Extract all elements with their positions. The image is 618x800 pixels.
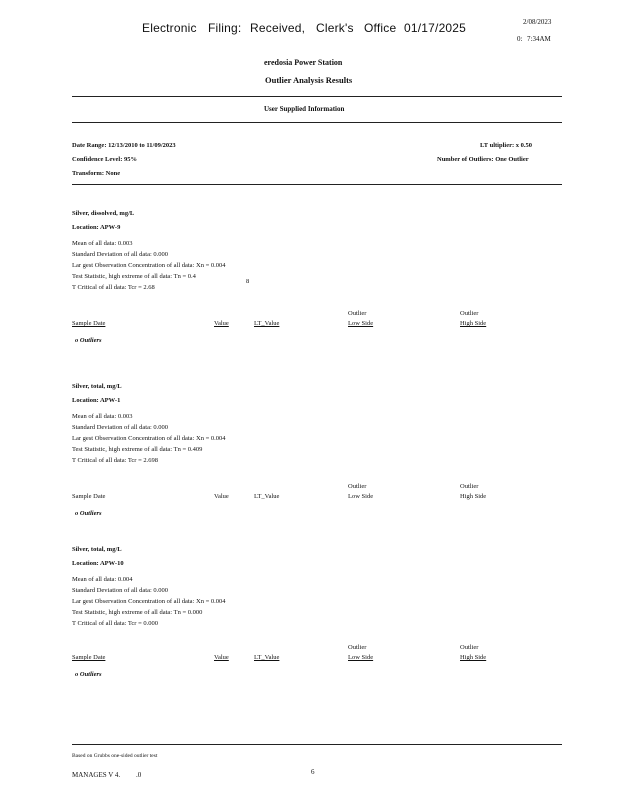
col-lt-value: LT_Value xyxy=(254,654,280,661)
footer-divider xyxy=(72,744,562,745)
col-sample-date: Sample Date xyxy=(72,320,106,327)
number-of-outliers: Number of Outliers: One Outlier xyxy=(437,156,529,163)
mean-value: Mean of all data: 0.003 xyxy=(72,413,133,420)
analyte-section-2 xyxy=(72,381,226,466)
transform: Transform: None xyxy=(72,170,121,177)
header-divider xyxy=(72,96,562,97)
lt-multiplier: LT ultiplier: x 0.50 xyxy=(480,142,533,149)
station-name: eredosia Power Station xyxy=(264,58,343,67)
col-high-side: High Side xyxy=(460,654,487,661)
col-value: Value xyxy=(214,493,229,500)
col-low-side: Low Side xyxy=(348,493,374,500)
confidence-level: Confidence Level: 95% xyxy=(72,156,137,163)
params-divider xyxy=(72,184,562,185)
stamp-received: Received, xyxy=(250,21,306,35)
analyte-name: Silver, total, mg/L xyxy=(72,383,122,390)
largest-observation: Lar gest Observation Concentration of all data: Xn = 0.004 xyxy=(72,598,226,605)
location: Location: APW-9 xyxy=(72,224,121,231)
outlier-low-header: Outlier xyxy=(348,644,367,651)
std-deviation: Standard Deviation of all data: 0.000 xyxy=(72,251,169,258)
report-title: Outlier Analysis Results xyxy=(265,75,353,85)
no-outliers-text: o Outliers xyxy=(75,510,102,517)
col-low-side: Low Side xyxy=(348,654,374,661)
page-number: 6 xyxy=(311,768,315,776)
std-deviation: Standard Deviation of all data: 0.000 xyxy=(72,424,169,431)
footer-note: Based on Grubbs one-sided outlier test xyxy=(72,753,158,759)
outlier-high-header: Outlier xyxy=(460,644,479,651)
analyte-section-3 xyxy=(72,544,226,629)
test-statistic: Test Statistic, high extreme of all data: Tn = 0.000 xyxy=(72,609,203,616)
outlier-high-header: Outlier xyxy=(460,310,479,317)
test-statistic-extra: 8 xyxy=(246,278,250,285)
location: Location: APW-10 xyxy=(72,560,124,567)
largest-observation: Lar gest Observation Concentration of all data: Xn = 0.004 xyxy=(72,435,226,442)
location: Location: APW-1 xyxy=(72,397,121,404)
user-supplied-heading: User Supplied Information xyxy=(264,105,345,113)
mean-value: Mean of all data: 0.004 xyxy=(72,576,133,583)
outlier-high-header: Outlier xyxy=(460,483,479,490)
no-outliers-text: o Outliers xyxy=(75,337,102,344)
print-date: 2/08/2023 xyxy=(523,18,552,26)
stamp-filing: Filing: xyxy=(208,21,242,35)
col-value: Value xyxy=(214,654,229,661)
outlier-low-header: Outlier xyxy=(348,310,367,317)
no-outliers-text: o Outliers xyxy=(75,671,102,678)
stamp-clerks: Clerk's xyxy=(316,21,354,35)
analyte-name: Silver, total, mg/L xyxy=(72,546,122,553)
col-lt-value: LT_Value xyxy=(254,320,280,327)
col-lt-value: LT_Value xyxy=(254,493,280,500)
col-sample-date: Sample Date xyxy=(72,654,106,661)
t-critical: T Critical of all data: Tcr = 2.698 xyxy=(72,457,159,464)
largest-observation: Lar gest Observation Concentration of all data: Xn = 0.004 xyxy=(72,262,226,269)
stamp-office: Office xyxy=(364,21,397,35)
subheading-divider xyxy=(72,122,562,123)
col-sample-date: Sample Date xyxy=(72,493,106,500)
analyte-section-1 xyxy=(72,208,226,293)
print-time-prefix: 0: xyxy=(517,35,523,43)
col-low-side: Low Side xyxy=(348,320,374,327)
mean-value: Mean of all data: 0.003 xyxy=(72,240,133,247)
col-value: Value xyxy=(214,320,229,327)
test-statistic: Test Statistic, high extreme of all data: Tn = 0.4 xyxy=(72,273,196,280)
test-statistic: Test Statistic, high extreme of all data: Tn = 0.409 xyxy=(72,446,203,453)
software-version-suffix: .0 xyxy=(136,771,142,779)
col-high-side: High Side xyxy=(460,320,487,327)
t-critical: T Critical of all data: Tcr = 0.000 xyxy=(72,620,159,627)
stamp-date: 01/17/2025 xyxy=(404,21,467,35)
stamp-electronic: Electronic xyxy=(142,21,197,35)
date-range: Date Range: 12/13/2010 to 11/09/2023 xyxy=(72,142,176,149)
t-critical: T Critical of all data: Tcr = 2.68 xyxy=(72,284,155,291)
std-deviation: Standard Deviation of all data: 0.000 xyxy=(72,587,169,594)
outlier-low-header: Outlier xyxy=(348,483,367,490)
analyte-name: Silver, dissolved, mg/L xyxy=(72,210,135,217)
print-time: 7:34AM xyxy=(527,35,551,43)
col-high-side: High Side xyxy=(460,493,487,500)
software-version: MANAGES V 4. xyxy=(72,771,121,779)
